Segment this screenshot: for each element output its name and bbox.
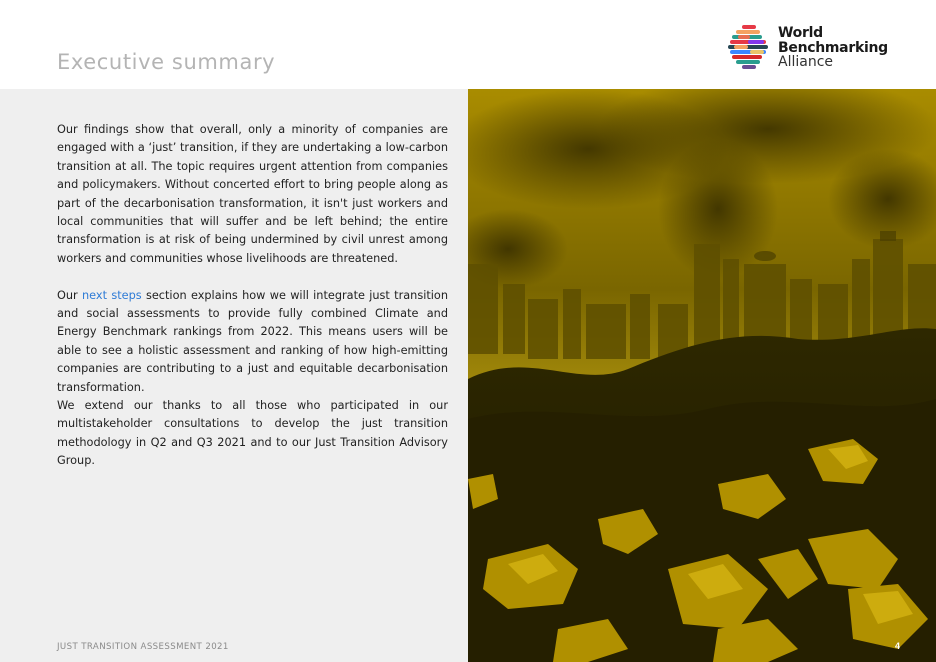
page-header bbox=[0, 0, 936, 89]
body-text bbox=[57, 121, 448, 471]
paragraph-next-steps-start: Our bbox=[57, 288, 82, 302]
logo-line-1: World bbox=[778, 25, 823, 41]
text-panel bbox=[0, 89, 468, 662]
paragraph-thanks: We extend our thanks to all those who participated in our multistakeholder consultations to develop the just transition methodology in Q2 and Q3 2021 and to our Just Transition Advisory Group. bbox=[57, 399, 448, 468]
wba-logo[interactable] bbox=[728, 24, 888, 72]
logo-line-2: Benchmarking bbox=[778, 39, 888, 56]
cover-photo bbox=[468, 89, 936, 662]
logo-wordmark bbox=[778, 26, 888, 70]
next-steps-link[interactable]: next steps bbox=[82, 288, 142, 302]
paragraph-findings: Our findings show that overall, only a minority of companies are engaged with a ‘just’ transition, if they are undertaking a low-carbon transition at all. The topic requires urgent attention from companies and policymakers. Without concerted effort to bring people along as part of the decarbonisation transformation, it isn't just workers and local communities that will suffer and be left behind; the entire transformation is at risk of being undermined by civil unrest among workers and communities whose livelihoods are threatened. bbox=[57, 123, 448, 265]
landfill-city-image bbox=[468, 89, 936, 662]
paragraph-next-steps-rest: section explains how we will integrate just transition and social assessments to provide fully combined Climate and Energy Benchmark rankings from 2022. This means users will be able to see a holistic assessment and ranking of how high-emitting companies are contributing to a just and equitable decarbonisation transformation. bbox=[57, 288, 448, 394]
footer-label: JUST TRANSITION ASSESSMENT 2021 bbox=[57, 642, 229, 652]
logo-line-3: Alliance bbox=[778, 54, 834, 70]
paragraph-next-steps bbox=[57, 287, 448, 397]
page-number: 4 bbox=[894, 641, 900, 651]
page-title: Executive summary bbox=[57, 50, 276, 74]
logo-mark-icon bbox=[728, 24, 774, 72]
